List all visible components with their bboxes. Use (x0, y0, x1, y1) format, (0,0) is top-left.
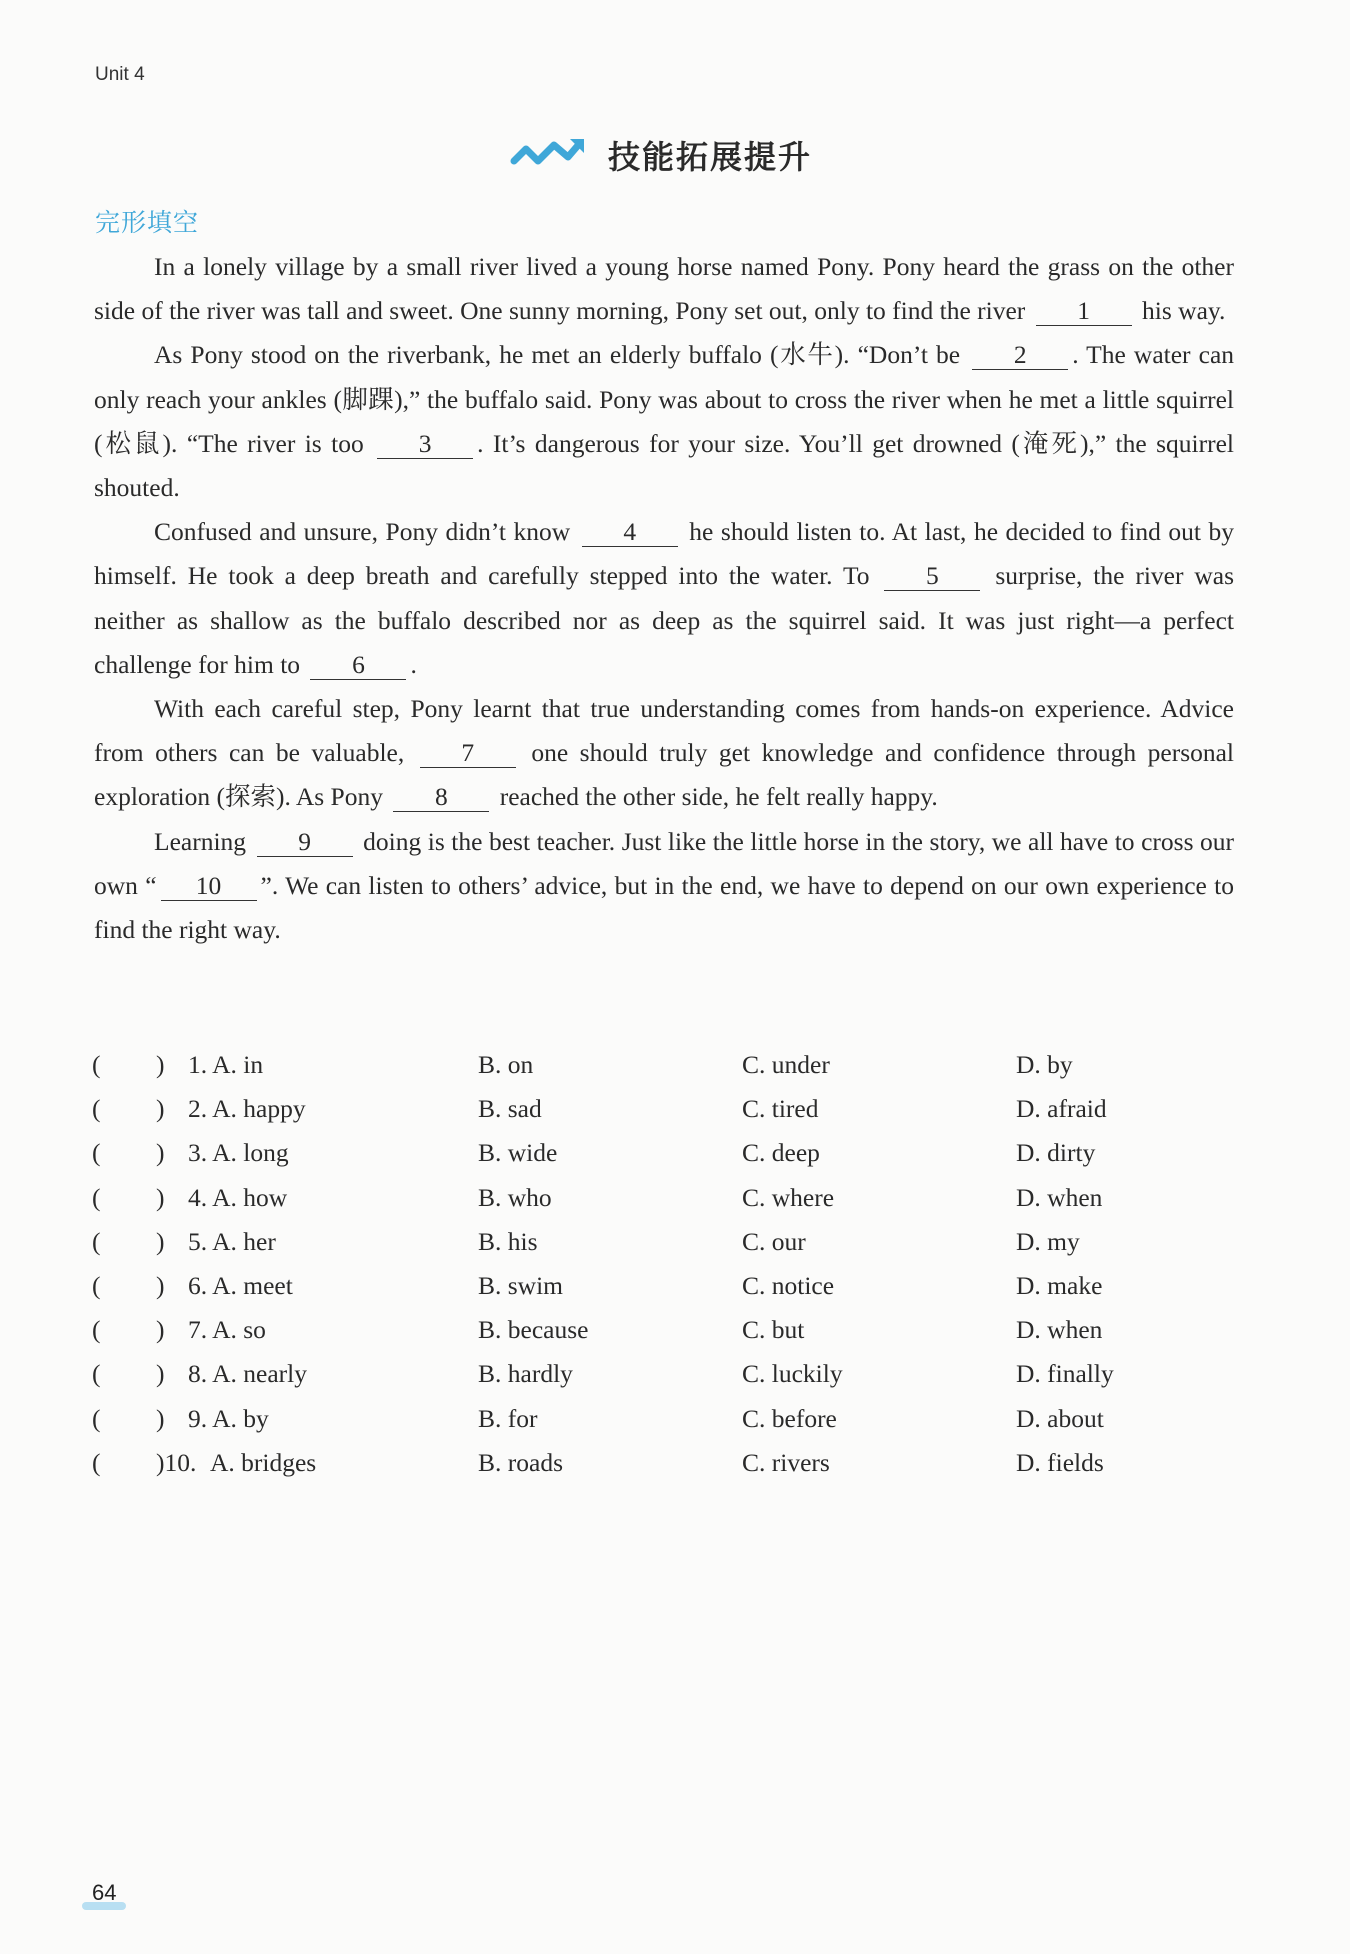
option-b: B. for (478, 1403, 538, 1433)
options-list (92, 1043, 1242, 1485)
option-b: B. his (478, 1226, 538, 1256)
option-b: B. because (478, 1315, 589, 1345)
answer-paren-right: ) (156, 1094, 165, 1124)
option-c: C. tired (742, 1094, 819, 1124)
option-row-6 (92, 1264, 1242, 1308)
text-segment: As Pony stood on the riverbank, he met an elderly buffalo (水牛). “Don’t be (154, 340, 961, 370)
text-segment: Learning (154, 826, 247, 856)
text-segment: one should truly get knowledge and confidence through personal exploration (探索). As Pony (94, 738, 1235, 812)
option-a: 6. A. meet (188, 1270, 293, 1300)
blank-4: 4 (582, 518, 678, 547)
answer-paren-right: ) (156, 1359, 165, 1389)
option-d: D. fields (1016, 1447, 1104, 1477)
option-b: B. on (478, 1050, 534, 1079)
unit-label: Unit 4 (95, 64, 145, 85)
option-d: D. dirty (1016, 1138, 1096, 1168)
option-a: 7. A. so (188, 1315, 266, 1345)
answer-paren-left: ( (92, 1094, 101, 1124)
answer-paren-left: ( (92, 1270, 101, 1300)
text-segment: ”. We can listen to others’ advice, but in the end, we have to depend on our own experience to find the right way. (94, 870, 1235, 945)
blank-5: 5 (884, 562, 980, 591)
answer-paren-right: ) (156, 1050, 165, 1079)
answer-paren-right: ) (156, 1270, 165, 1300)
option-d: D. finally (1016, 1359, 1114, 1389)
answer-paren-left: ( (92, 1403, 101, 1433)
text-segment: doing is the best teacher. Just like the little horse in the story, we all have to cross our own “ (94, 826, 1235, 900)
paragraph-5 (94, 820, 1234, 953)
paragraph-3 (94, 510, 1234, 687)
answer-paren-left: ( (92, 1226, 101, 1256)
option-a: 9. A. by (188, 1403, 269, 1433)
answer-paren-right: ) (156, 1315, 165, 1345)
option-d: D. when (1016, 1182, 1103, 1212)
text-segment: . It’s dangerous for your size. You’ll get drowned (淹死),” the squirrel shouted. (94, 428, 1235, 503)
option-d: D. by (1016, 1050, 1073, 1079)
blank-9: 9 (257, 828, 353, 857)
option-c: C. notice (742, 1270, 835, 1300)
paragraph-1 (94, 245, 1234, 333)
option-c: C. luckily (742, 1359, 843, 1389)
option-row-3 (92, 1131, 1242, 1175)
option-d: D. make (1016, 1270, 1103, 1300)
option-c: C. rivers (742, 1447, 830, 1477)
option-row-7 (92, 1308, 1242, 1352)
blank-8: 8 (393, 783, 489, 812)
option-row-1 (92, 1043, 1242, 1087)
text-segment: reached the other side, he felt really happy. (499, 782, 938, 812)
blank-6: 6 (310, 651, 406, 680)
option-c: C. deep (742, 1138, 820, 1168)
answer-paren-left: ( (92, 1447, 101, 1477)
option-b: B. sad (478, 1094, 542, 1124)
blank-7: 7 (420, 739, 516, 768)
option-a: 3. A. long (188, 1138, 289, 1168)
answer-paren-left: ( (92, 1359, 101, 1389)
option-b: B. swim (478, 1270, 564, 1300)
answer-paren-left: ( (92, 1138, 101, 1168)
blank-3: 3 (377, 430, 473, 459)
subsection-title: 完形填空 (95, 208, 200, 237)
answer-paren-left: ( (92, 1182, 101, 1212)
answer-paren-right: ) (156, 1403, 165, 1433)
option-d: D. when (1016, 1315, 1103, 1345)
blank-2: 2 (972, 341, 1068, 370)
blank-1: 1 (1036, 297, 1132, 326)
option-b: B. who (478, 1182, 552, 1212)
text-segment: In a lonely village by a small river lived a young horse named Pony. Pony heard the grass on the other side of the river was tall and sweet. One sunny morning, Pony set out, only to find the river (94, 252, 1234, 326)
option-a: 4. A. how (188, 1182, 288, 1212)
paragraph-4 (94, 687, 1234, 820)
option-a: 5. A. her (188, 1226, 276, 1256)
option-c: C. before (742, 1403, 837, 1433)
option-b: B. hardly (478, 1359, 573, 1389)
option-row-10 (92, 1441, 1242, 1485)
option-c: C. under (742, 1050, 830, 1079)
option-c: C. our (742, 1226, 806, 1256)
option-c: C. where (742, 1182, 835, 1212)
text-segment: . (410, 649, 417, 679)
blank-10: 10 (161, 872, 257, 901)
option-d: D. afraid (1016, 1094, 1107, 1124)
answer-paren-right: ) (156, 1226, 165, 1256)
section-header (510, 132, 812, 178)
option-d: D. my (1016, 1226, 1080, 1256)
page-number: 64 (92, 1880, 117, 1905)
option-row-5 (92, 1220, 1242, 1264)
cloze-passage (94, 245, 1234, 952)
answer-paren-right: )10. (156, 1447, 197, 1477)
option-row-8 (92, 1352, 1242, 1396)
option-a: 1. A. in (188, 1050, 264, 1079)
option-row-2 (92, 1087, 1242, 1131)
text-segment: he should listen to. At last, he decided to find out by himself. He took a deep breath and carefully stepped into the water. To (94, 517, 1235, 591)
option-a: 8. A. nearly (188, 1359, 307, 1389)
option-c: C. but (742, 1315, 805, 1345)
answer-paren-right: ) (156, 1182, 165, 1212)
answer-paren-left: ( (92, 1050, 101, 1079)
option-b: B. roads (478, 1447, 563, 1477)
answer-paren-right: ) (156, 1138, 165, 1168)
answer-paren-left: ( (92, 1315, 101, 1345)
text-segment: Confused and unsure, Pony didn’t know (154, 517, 571, 547)
trend-arrow-icon (510, 137, 586, 173)
option-a: 2. A. happy (188, 1094, 306, 1124)
text-segment: surprise, the river was neither as shallow as the buffalo described nor as deep as the squirrel said. It was just right—a perfect challenge for him to (94, 561, 1235, 679)
option-a: A. bridges (210, 1447, 317, 1477)
text-segment: his way. (1142, 296, 1226, 326)
section-title: 技能拓展提升 (608, 138, 813, 176)
paragraph-2 (94, 333, 1234, 510)
option-row-4 (92, 1176, 1242, 1220)
option-b: B. wide (478, 1138, 558, 1168)
text-segment: . The water can only reach your ankles (脚踝),” the buffalo said. Pony was about to cross the river when he met a little squirrel (松鼠). “The river is too (94, 340, 1235, 458)
option-row-9 (92, 1397, 1242, 1441)
text-segment: With each careful step, Pony learnt that true understanding comes from hands-on experience. Advice from others can be valuable, (94, 694, 1234, 768)
option-d: D. about (1016, 1403, 1104, 1433)
